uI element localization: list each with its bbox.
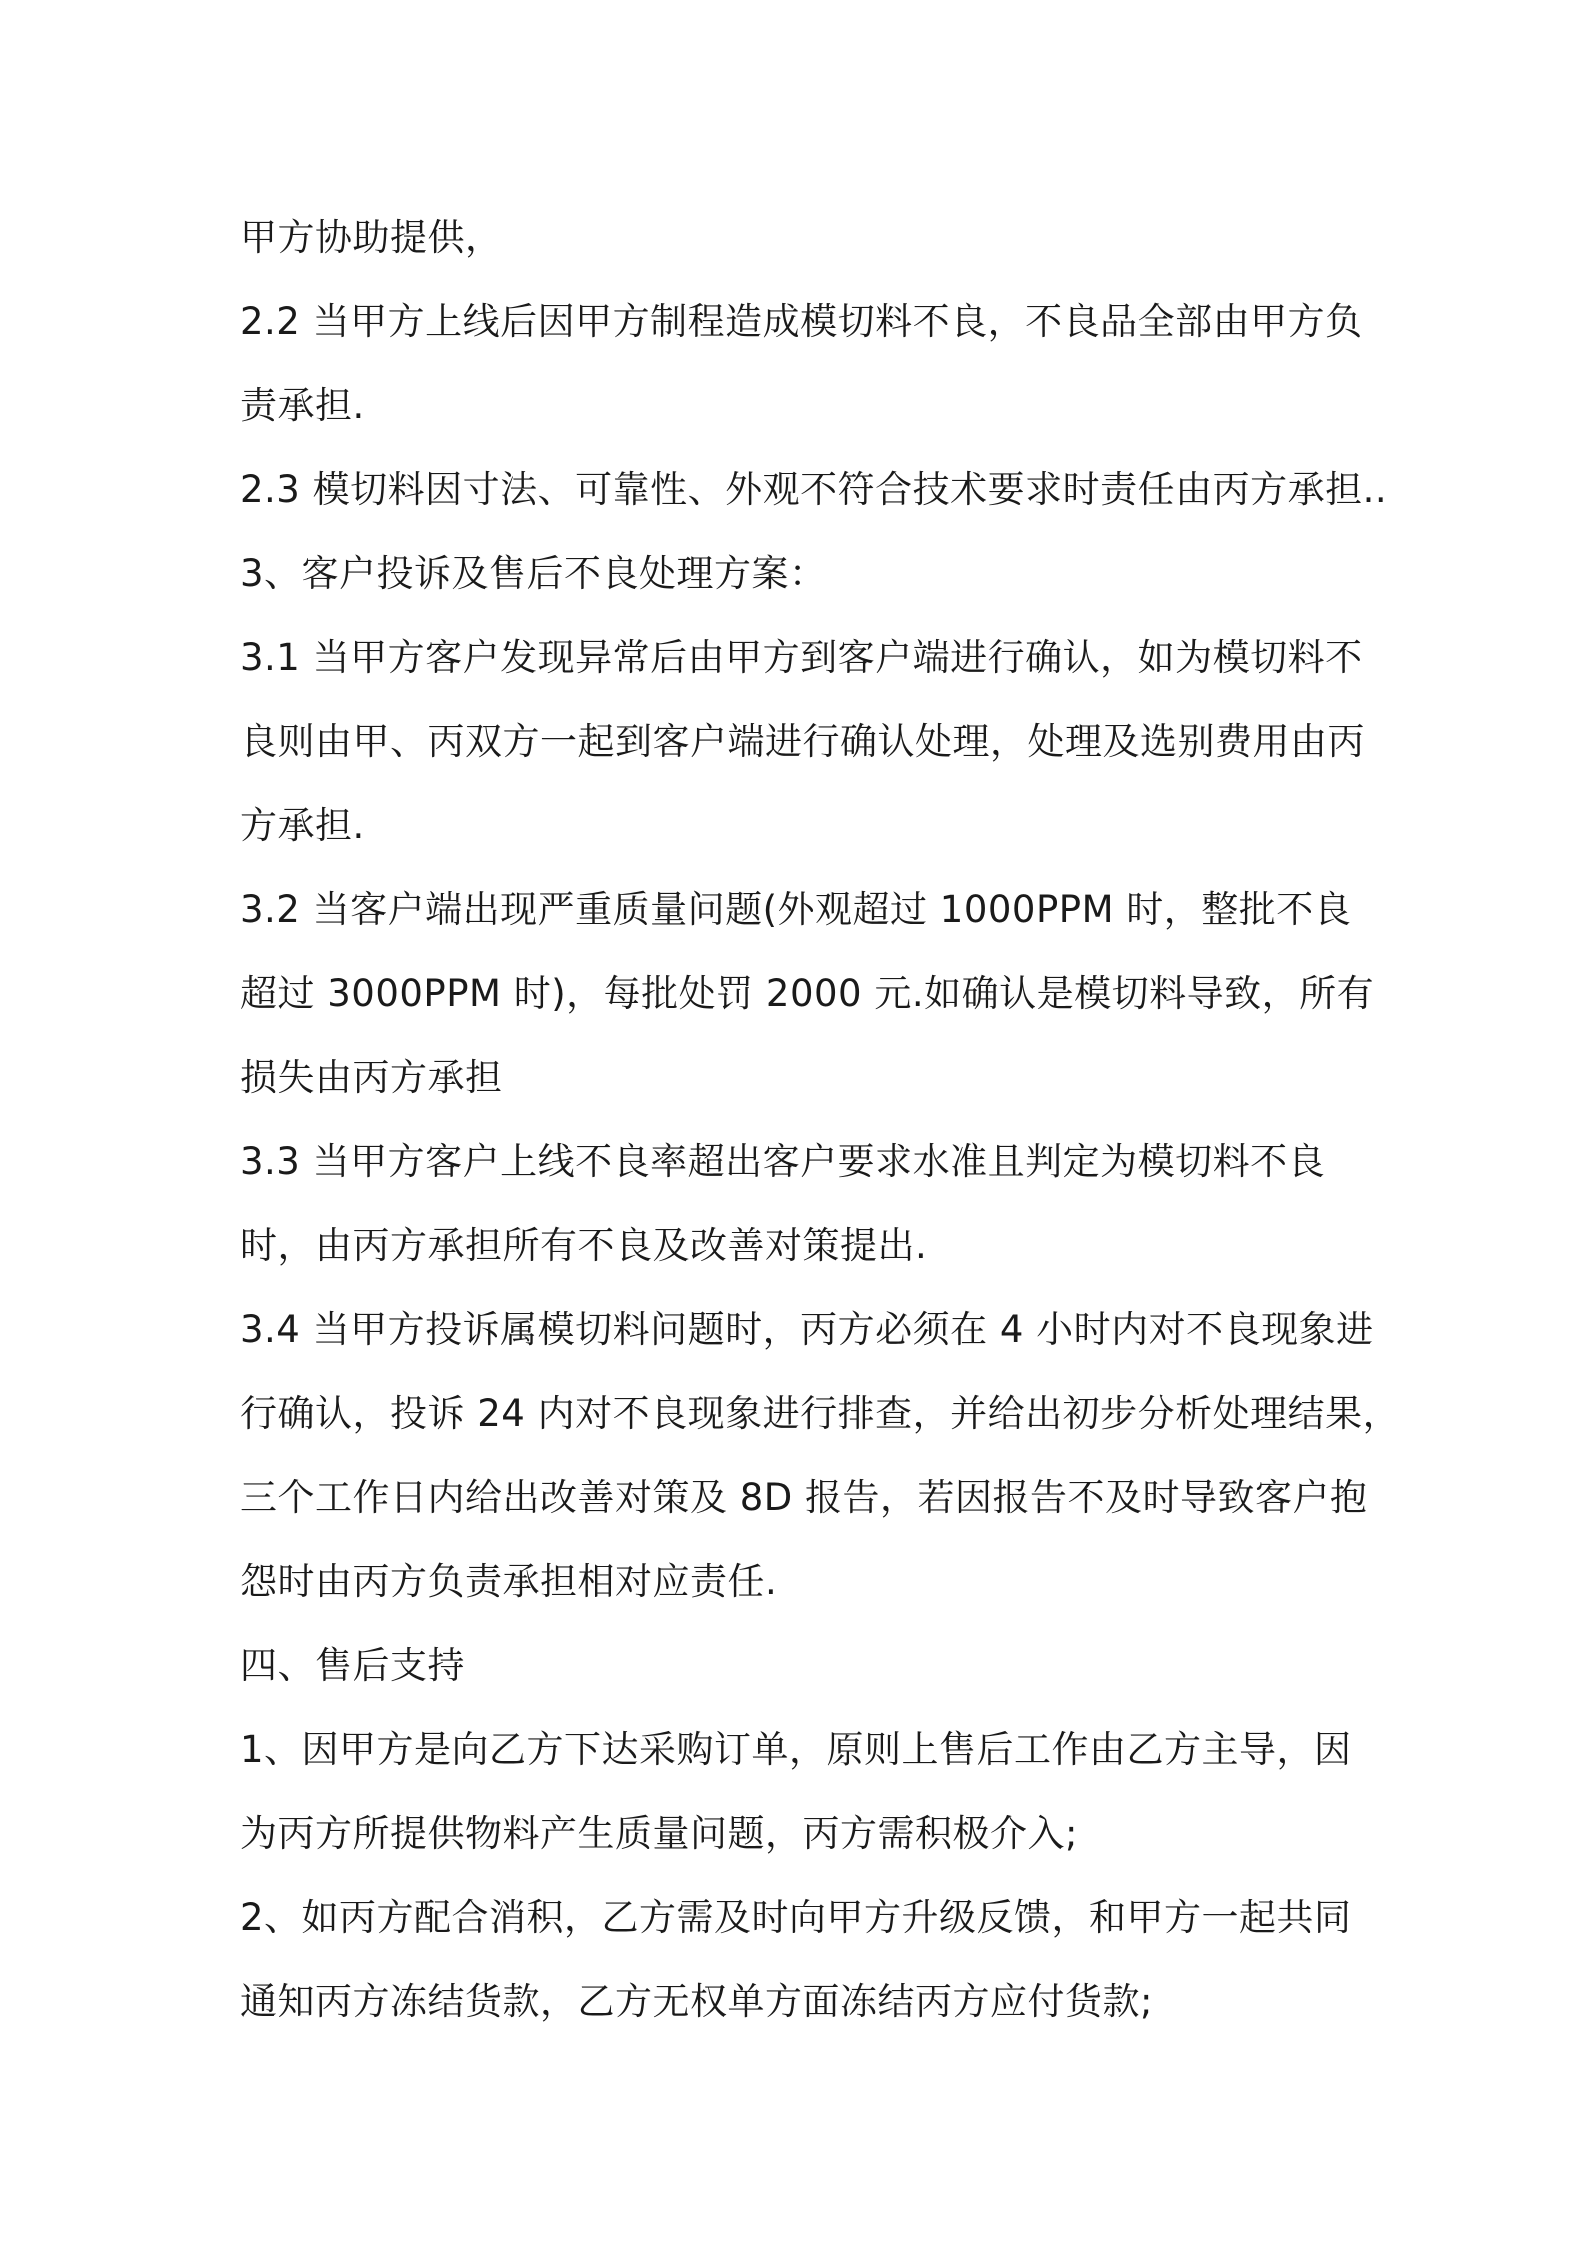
text-line: 时，由丙方承担所有不良及改善对策提出.	[240, 1224, 928, 1267]
section-heading: 四、售后支持	[240, 1644, 465, 1687]
text-line: 为丙方所提供物料产生质量问题，丙方需积极介入;	[240, 1812, 1078, 1855]
text-line: 责承担.	[240, 384, 365, 427]
text-line: 3.1 当甲方客户发现异常后由甲方到客户端进行确认，如为模切料不	[240, 636, 1363, 679]
text-line: 甲方协助提供，	[240, 216, 503, 259]
text-line: 1、因甲方是向乙方下达采购订单，原则上售后工作由乙方主导，因	[240, 1728, 1352, 1771]
text-line: 三个工作日内给出改善对策及 8D 报告，若因报告不及时导致客户抱	[240, 1476, 1368, 1519]
document-body	[240, 196, 1401, 2044]
text-line: 超过 3000PPM 时)，每批处罚 2000 元.如确认是模切料导致，所有	[240, 972, 1375, 1015]
text-line: 2、如丙方配合消积，乙方需及时向甲方升级反馈，和甲方一起共同	[240, 1896, 1352, 1939]
text-line: 损失由丙方承担	[240, 1056, 503, 1099]
text-line: 3.3 当甲方客户上线不良率超出客户要求水准且判定为模切料不良	[240, 1140, 1326, 1183]
section-heading: 3、客户投诉及售后不良处理方案：	[240, 552, 827, 595]
text-line: 方承担.	[240, 804, 365, 847]
text-line: 怨时由丙方负责承担相对应责任.	[240, 1560, 778, 1603]
text-line: 良则由甲、丙双方一起到客户端进行确认处理，处理及选别费用由丙	[240, 720, 1365, 763]
text-line: 2.3 模切料因寸法、可靠性、外观不符合技术要求时责任由丙方承担..	[240, 468, 1388, 511]
text-line: 3.4 当甲方投诉属模切料问题时，丙方必须在 4 小时内对不良现象进	[240, 1308, 1374, 1351]
text-line: 2.2 当甲方上线后因甲方制程造成模切料不良，不良品全部由甲方负	[240, 300, 1363, 343]
text-line: 通知丙方冻结货款，乙方无权单方面冻结丙方应付货款;	[240, 1980, 1153, 2023]
text-line: 行确认，投诉 24 内对不良现象进行排查，并给出初步分析处理结果，	[240, 1392, 1401, 1435]
text-line: 3.2 当客户端出现严重质量问题(外观超过 1000PPM 时，整批不良	[240, 888, 1352, 931]
